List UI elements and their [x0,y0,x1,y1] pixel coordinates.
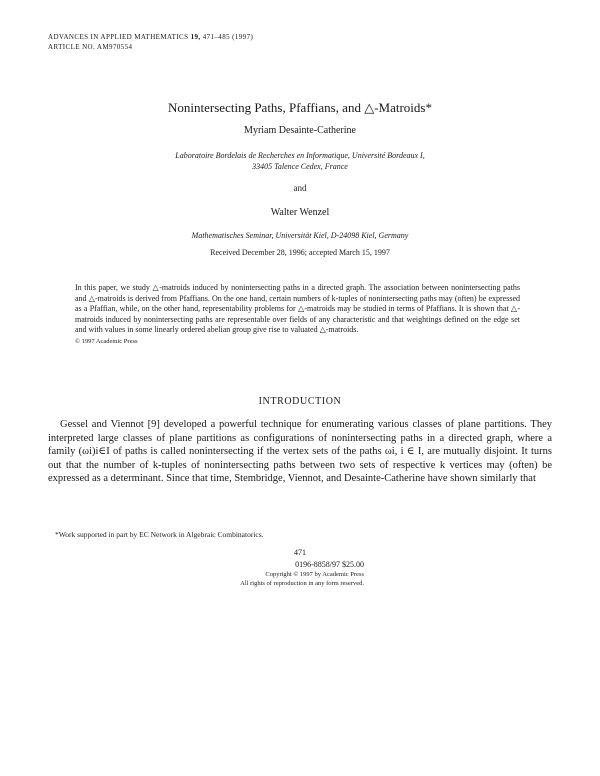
section-heading-introduction: INTRODUCTION [258,396,342,407]
rights-block [240,560,364,589]
price-code: 0196-8858/97 $25.00 [295,560,364,569]
author-2-affiliation: Mathematisches Seminar, Universität Kiel, D-24098 Kiel, Germany [191,231,409,240]
intro-paragraph: Gessel and Viennot [9] developed a powerful technique for enumerating various classes of plane partitions. They interpreted large classes of plane partitions as configurations of nonintersecting paths in a directed graph, where a family (ωi)i∈I of paths is called nonintersecting if the vertex sets of the paths ωi, i ∈ I, are mutually disjoint. It turns out that the number of k-tuples of nonintersecting paths between two sets of respective k vertices may (often) be expressed as a determinant. Since that time, Stembridge, Viennot, and Desainte-Catherine have shown similarly that [48,419,552,485]
author-1-name: Myriam Desainte-Catherine [244,125,356,136]
and-separator: and [293,183,307,193]
journal-pages: 471–485 (1997) [202,33,254,41]
abstract-text: In this paper, we study △-matroids induced by nonintersecting paths in a directed graph. The association between nonintersecting paths and △-matroids is derived from Pfaffians. On the one hand, certain numbers of k-tuples of nonintersecting paths may (often) be expressed as a Pfaffian, while, on the other hand, representability problems for △-matroids may be studied in terms of Pfaffians. It is shown that △-matroids induced by nonintersecting paths are representable over fields of any characteristic and that weightings defined on the edge set and with values in some linearly ordered abelian group give rise to valuated △-matroids. [75,283,520,334]
body-text [48,418,552,486]
journal-name: ADVANCES IN APPLIED MATHEMATICS [48,33,189,41]
author-2-name: Walter Wenzel [270,207,330,218]
author-1-affiliation-line1: Laboratoire Bordelais de Recherches en Informatique, Université Bordeaux I, [175,151,425,160]
footnote: *Work supported in part by EC Network in Algebraic Combinatorics. [55,530,264,539]
author-1-affiliation-line2: 33405 Talence Cedex, France [252,162,348,171]
abstract-copyright: © 1997 Academic Press [75,337,138,345]
page-number: 471 [294,548,306,557]
journal-header [48,33,253,42]
rights-reserved: All rights of reproduction in any form reserved. [240,580,364,587]
received-dates: Received December 28, 1996; accepted March 15, 1997 [210,248,390,257]
abstract [75,283,520,347]
journal-volume: 19, [190,33,201,41]
copyright-line: Copyright © 1997 by Academic Press [265,570,364,578]
article-number: ARTICLE NO. AM970554 [48,43,133,51]
paper-title: Nonintersecting Paths, Pfaffians, and △-Matroids* [168,100,432,115]
